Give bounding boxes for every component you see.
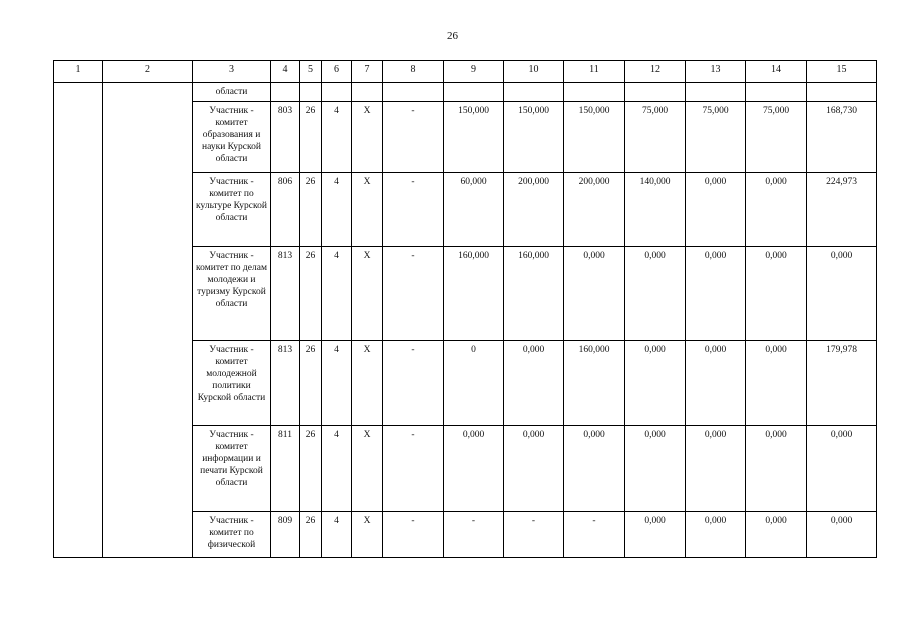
value-cell: - xyxy=(444,512,504,558)
value-cell: 26 xyxy=(300,173,322,247)
value-cell: - xyxy=(383,102,444,173)
value-cell xyxy=(564,83,625,102)
column-number: 3 xyxy=(193,61,271,83)
participant-cell: Участник - комитет по делам молодежи и туризму Курской области xyxy=(193,247,271,341)
value-cell: 0,000 xyxy=(746,426,807,512)
value-cell xyxy=(625,83,686,102)
value-cell: 4 xyxy=(322,341,352,426)
value-cell: - xyxy=(383,426,444,512)
value-cell: 168,730 xyxy=(807,102,877,173)
column-number: 14 xyxy=(746,61,807,83)
value-cell: 0,000 xyxy=(746,247,807,341)
value-cell: 75,000 xyxy=(746,102,807,173)
value-cell: 0,000 xyxy=(746,512,807,558)
value-cell xyxy=(322,83,352,102)
value-cell: 4 xyxy=(322,173,352,247)
value-cell xyxy=(504,83,564,102)
value-cell: X xyxy=(352,341,383,426)
value-cell: 0,000 xyxy=(564,247,625,341)
participant-cell: Участник - комитет по физической xyxy=(193,512,271,558)
participant-cell: Участник - комитет информации и печати Курской области xyxy=(193,426,271,512)
value-cell: 813 xyxy=(271,247,300,341)
value-cell: 0,000 xyxy=(504,341,564,426)
column-number: 12 xyxy=(625,61,686,83)
value-cell: 26 xyxy=(300,247,322,341)
column-number: 9 xyxy=(444,61,504,83)
value-cell: 0 xyxy=(444,341,504,426)
value-cell xyxy=(444,83,504,102)
value-cell: 0,000 xyxy=(746,173,807,247)
merged-cell-col1 xyxy=(54,83,103,558)
value-cell: 0,000 xyxy=(686,426,746,512)
value-cell xyxy=(383,83,444,102)
column-number: 11 xyxy=(564,61,625,83)
value-cell: 4 xyxy=(322,247,352,341)
value-cell: 0,000 xyxy=(564,426,625,512)
value-cell: 0,000 xyxy=(444,426,504,512)
value-cell: 4 xyxy=(322,102,352,173)
merged-cell-col2 xyxy=(103,83,193,558)
value-cell: 809 xyxy=(271,512,300,558)
value-cell: - xyxy=(564,512,625,558)
value-cell: 0,000 xyxy=(625,426,686,512)
value-cell: 806 xyxy=(271,173,300,247)
value-cell: 140,000 xyxy=(625,173,686,247)
value-cell xyxy=(807,83,877,102)
value-cell xyxy=(746,83,807,102)
value-cell: X xyxy=(352,173,383,247)
value-cell: - xyxy=(504,512,564,558)
value-cell: 179,978 xyxy=(807,341,877,426)
value-cell: X xyxy=(352,426,383,512)
value-cell: 26 xyxy=(300,102,322,173)
column-number: 7 xyxy=(352,61,383,83)
value-cell: X xyxy=(352,512,383,558)
value-cell: 0,000 xyxy=(625,512,686,558)
column-number: 1 xyxy=(54,61,103,83)
value-cell: 150,000 xyxy=(564,102,625,173)
value-cell: 75,000 xyxy=(625,102,686,173)
value-cell xyxy=(352,83,383,102)
column-number: 15 xyxy=(807,61,877,83)
column-number: 2 xyxy=(103,61,193,83)
page-number: 26 xyxy=(447,30,458,42)
value-cell: 0,000 xyxy=(686,173,746,247)
value-cell: - xyxy=(383,247,444,341)
participant-cell: Участник - комитет образования и науки Курской области xyxy=(193,102,271,173)
table-row xyxy=(54,83,877,102)
value-cell: 160,000 xyxy=(444,247,504,341)
value-cell: 0,000 xyxy=(686,512,746,558)
value-cell: 160,000 xyxy=(504,247,564,341)
value-cell: X xyxy=(352,102,383,173)
column-number-row xyxy=(54,61,877,83)
value-cell: 26 xyxy=(300,512,322,558)
value-cell: 224,973 xyxy=(807,173,877,247)
value-cell: 150,000 xyxy=(504,102,564,173)
value-cell: - xyxy=(383,341,444,426)
value-cell: 0,000 xyxy=(807,512,877,558)
value-cell: 26 xyxy=(300,341,322,426)
value-cell: 803 xyxy=(271,102,300,173)
value-cell xyxy=(686,83,746,102)
value-cell: 150,000 xyxy=(444,102,504,173)
value-cell: 0,000 xyxy=(504,426,564,512)
participant-cell: области xyxy=(193,83,271,102)
column-number: 4 xyxy=(271,61,300,83)
value-cell: X xyxy=(352,247,383,341)
participant-cell: Участник - комитет молодежной политики Курской области xyxy=(193,341,271,426)
value-cell: 811 xyxy=(271,426,300,512)
value-cell: - xyxy=(383,512,444,558)
value-cell: 60,000 xyxy=(444,173,504,247)
column-number: 8 xyxy=(383,61,444,83)
value-cell: - xyxy=(383,173,444,247)
value-cell: 4 xyxy=(322,426,352,512)
value-cell: 26 xyxy=(300,426,322,512)
value-cell: 0,000 xyxy=(746,341,807,426)
value-cell: 0,000 xyxy=(686,247,746,341)
value-cell xyxy=(271,83,300,102)
value-cell: 75,000 xyxy=(686,102,746,173)
budget-table xyxy=(53,60,877,558)
value-cell: 0,000 xyxy=(807,426,877,512)
column-number: 6 xyxy=(322,61,352,83)
column-number: 10 xyxy=(504,61,564,83)
value-cell: 0,000 xyxy=(686,341,746,426)
column-number: 5 xyxy=(300,61,322,83)
participant-cell: Участник - комитет по культуре Курской области xyxy=(193,173,271,247)
value-cell: 160,000 xyxy=(564,341,625,426)
value-cell: 0,000 xyxy=(625,247,686,341)
value-cell: 0,000 xyxy=(807,247,877,341)
value-cell: 200,000 xyxy=(504,173,564,247)
value-cell: 813 xyxy=(271,341,300,426)
value-cell xyxy=(300,83,322,102)
value-cell: 0,000 xyxy=(625,341,686,426)
column-number: 13 xyxy=(686,61,746,83)
value-cell: 4 xyxy=(322,512,352,558)
value-cell: 200,000 xyxy=(564,173,625,247)
